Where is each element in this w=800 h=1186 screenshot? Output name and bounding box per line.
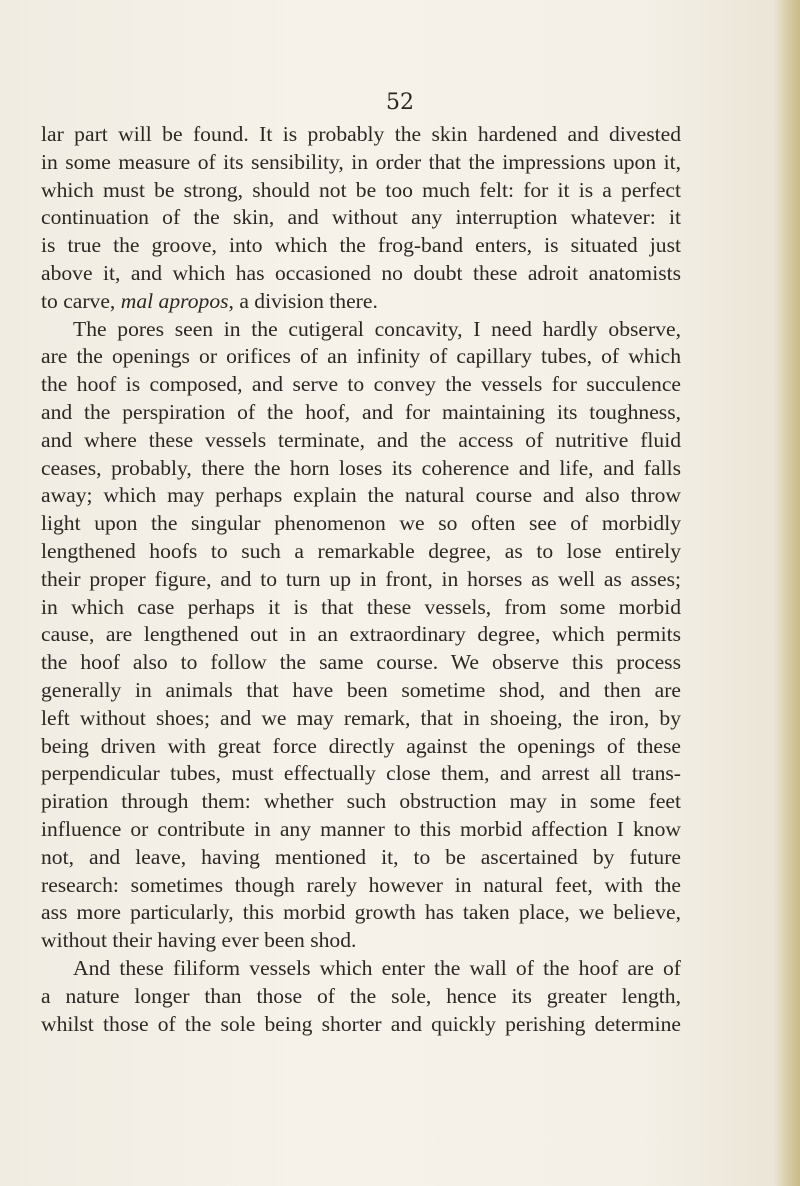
text-line: influence or contribute in any manner to this morbid affection I know bbox=[41, 816, 681, 841]
text-line: their proper figure, and to turn up in front, in horses as well as asses; bbox=[41, 566, 681, 591]
text-line: whilst those of the sole being shorter and quickly perishing determine bbox=[41, 1011, 681, 1036]
text-line: left without shoes; and we may remark, that in shoeing, the iron, by bbox=[41, 705, 681, 730]
text-line: lar part will be found. It is probably the skin hardened and divested bbox=[41, 122, 681, 146]
text-line: being driven with great force directly against the openings of these bbox=[41, 733, 681, 758]
text-line: generally in animals that have been sometime shod, and then are bbox=[41, 677, 681, 702]
text-line: research: sometimes though rarely however in natural feet, with the bbox=[41, 872, 681, 897]
page-number: 52 bbox=[386, 90, 414, 115]
text-line: and where these vessels terminate, and the access of nutritive fluid bbox=[41, 427, 681, 452]
text-line-paragraph-end bbox=[41, 288, 681, 316]
text-segment: , a division there. bbox=[228, 288, 378, 313]
text-segment: to carve, bbox=[41, 288, 121, 313]
text-line: ceases, probably, there the horn loses its coherence and life, and falls bbox=[41, 455, 681, 480]
text-line: which must be strong, should not be too much felt: for it is a perfect bbox=[41, 177, 681, 202]
text-line: are the openings or orifices of an infinity of capillary tubes, of which bbox=[41, 344, 681, 369]
text-line: away; which may perhaps explain the natural course and also throw bbox=[41, 483, 681, 508]
text-line: and the perspiration of the hoof, and for maintaining its toughness, bbox=[41, 399, 681, 424]
text-line: continuation of the skin, and without any interruption whatever: it bbox=[41, 205, 681, 230]
text-line: a nature longer than those of the sole, hence its greater length, bbox=[41, 983, 681, 1008]
text-line-paragraph-start: And these filiform vessels which enter the wall of the hoof are of bbox=[73, 955, 681, 980]
text-line: perpendicular tubes, must effectually close them, and arrest all trans- bbox=[41, 761, 681, 786]
text-line: lengthened hoofs to such a remarkable degree, as to lose entirely bbox=[41, 538, 681, 563]
text-line-paragraph-start: The pores seen in the cutigeral concavity, I need hardly observe, bbox=[73, 316, 681, 341]
text-line: ass more particularly, this morbid growth has taken place, we believe, bbox=[41, 900, 681, 925]
text-line: piration through them: whether such obstruction may in some feet bbox=[41, 789, 681, 814]
text-line: cause, are lengthened out in an extraordinary degree, which permits bbox=[41, 622, 681, 647]
text-line: the hoof also to follow the same course. We observe this process bbox=[41, 650, 681, 675]
text-line: the hoof is composed, and serve to convey the vessels for succulence bbox=[41, 372, 681, 397]
text-line: not, and leave, having mentioned it, to be ascertained by future bbox=[41, 844, 681, 869]
text-line: in some measure of its sensibility, in order that the impressions upon it, bbox=[41, 149, 681, 174]
text-line: light upon the singular phenomenon we so often see of morbidly bbox=[41, 511, 681, 536]
text-line: is true the groove, into which the frog-band enters, is situated just bbox=[41, 233, 681, 258]
page-edge-shadow bbox=[774, 0, 800, 1186]
text-line-paragraph-end: without their having ever been shod. bbox=[41, 928, 357, 953]
body-text bbox=[41, 121, 681, 1038]
text-line: in which case perhaps it is that these vessels, from some morbid bbox=[41, 594, 681, 619]
italic-phrase: mal apropos bbox=[120, 288, 229, 313]
text-line: above it, and which has occasioned no doubt these adroit anatomists bbox=[41, 260, 681, 285]
